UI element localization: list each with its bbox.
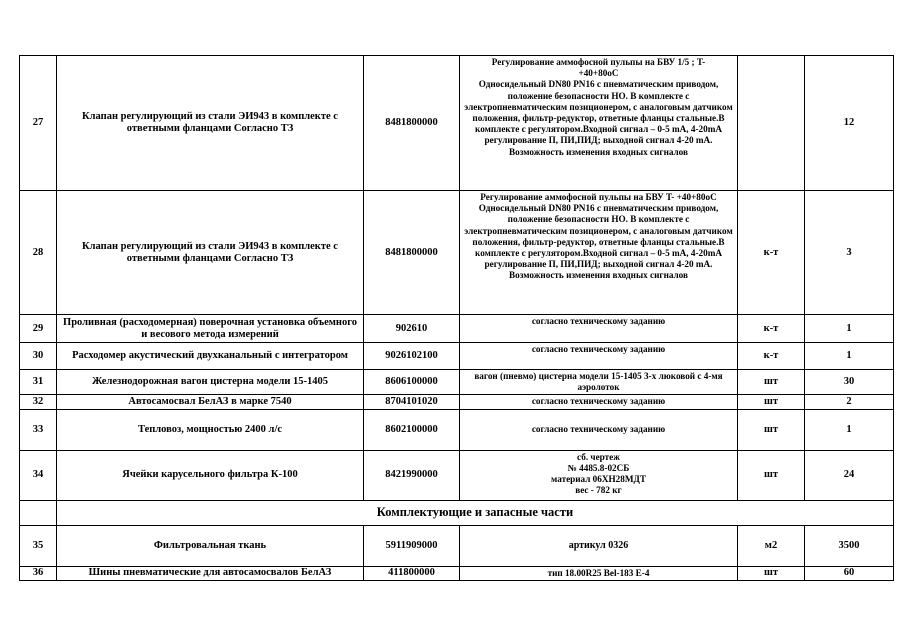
row-number: 35 [20,525,57,566]
table-row [20,370,894,395]
row-number: 28 [20,191,57,315]
item-code: 8481800000 [364,56,460,191]
section-title: Комплектующие и запасные части [57,500,894,525]
section-row [20,500,894,525]
item-code: 8704101020 [364,395,460,409]
row-number: 33 [20,409,57,450]
item-name: Автосамосвал БелАЗ в марке 7540 [57,395,364,409]
item-name: Железнодорожная вагон цистерна модели 15-1405 [57,370,364,395]
item-description-text: Регулирование аммофосной пульпы на БВУ 1/5 ; T- +40+80оС Односидельный DN80 PN16 с пневматическим приводом, положение безопасности НО. В комплекте с электропневматическим позиционером, с аналоговым датчиком положения, фильтр-редуктор, ответные фланцы стальные.В комплекте с регулятором.Входной сигнал – 0-5 mA, 4-20mA регулирование П, ПИ,ПИД; выходной сигнал 4-20 mA. Возможность изменения входных сигналов [464,57,733,157]
item-unit [738,56,805,191]
item-code: 8606100000 [364,370,460,395]
item-description: согласно техническому заданию [460,395,738,409]
item-description [460,191,738,315]
table-row [20,56,894,191]
item-code: 902610 [364,315,460,343]
row-number: 30 [20,343,57,370]
row-number: 29 [20,315,57,343]
item-name: Фильтровальная ткань [57,525,364,566]
item-description: вагон (пневмо) цистерна модели 15-1405 3-х люковой с 4-мя аэролоток [460,370,738,395]
item-code: 411800000 [364,566,460,580]
item-description [460,450,738,500]
row-number: 27 [20,56,57,191]
table-row [20,566,894,580]
item-description: согласно техническому заданию [460,409,738,450]
item-description: артикул 0326 [460,525,738,566]
item-name: Проливная (расходомерная) поверочная установка объемного и весового метода измерений [57,315,364,343]
row-number: 36 [20,566,57,580]
table-row [20,343,894,370]
item-quantity: 12 [805,56,894,191]
specification-table [19,55,894,581]
item-quantity: 60 [805,566,894,580]
item-unit: шт [738,370,805,395]
item-description: тип 18.00R25 Bel-183 E-4 [460,566,738,580]
item-unit: шт [738,566,805,580]
row-number: 34 [20,450,57,500]
item-description: согласно техническому заданию [460,343,738,370]
item-unit: шт [738,450,805,500]
item-unit: к-т [738,191,805,315]
row-number: 32 [20,395,57,409]
item-description-text: сб. чертеж № 4485.8-02СБ материал 06ХН28МДТ вес - 782 кг [551,451,646,496]
item-unit: м2 [738,525,805,566]
item-name: Тепловоз, мощностью 2400 л/с [57,409,364,450]
item-code: 8421990000 [364,450,460,500]
item-quantity: 2 [805,395,894,409]
item-description: согласно техническому заданию [460,315,738,343]
table-row [20,450,894,500]
table-row [20,525,894,566]
item-quantity: 24 [805,450,894,500]
item-name: Клапан регулирующий из стали ЭИ943 в комплекте с ответными фланцами Согласно ТЗ [57,56,364,191]
item-unit: к-т [738,315,805,343]
item-code: 8481800000 [364,191,460,315]
item-description-text: Регулирование аммофосной пульпы на БВУ T- +40+80оС Односидельный DN80 PN16 с пневматическим приводом, положение безопасности НО. В комплекте с электропневматическим позиционером, с аналоговым датчиком положения, фильтр-редуктор, ответные фланцы стальные.В комплекте с регулятором.Входной сигнал – 0-5 mA, 4-20mA регулирование П, ПИ,ПИД; выходной сигнал 4-20 mA. Возможность изменения входных сигналов [464,192,733,281]
table-row [20,409,894,450]
item-quantity: 30 [805,370,894,395]
item-name: Расходомер акустический двухканальный с интегратором [57,343,364,370]
item-unit: к-т [738,343,805,370]
item-quantity: 3 [805,191,894,315]
item-description [460,56,738,191]
item-code: 8602100000 [364,409,460,450]
table-row [20,191,894,315]
item-unit: шт [738,409,805,450]
item-quantity: 1 [805,409,894,450]
item-code: 9026102100 [364,343,460,370]
section-number-cell [20,500,57,525]
item-name: Клапан регулирующий из стали ЭИ943 в комплекте с ответными фланцами Согласно ТЗ [57,191,364,315]
item-code: 5911909000 [364,525,460,566]
table-row [20,315,894,343]
item-quantity: 1 [805,343,894,370]
row-number: 31 [20,370,57,395]
item-unit: шт [738,395,805,409]
item-name: Шины пневматические для автосамосвалов БелАЗ [57,566,364,580]
item-name: Ячейки карусельного фильтра К-100 [57,450,364,500]
item-quantity: 3500 [805,525,894,566]
table-row [20,395,894,409]
item-quantity: 1 [805,315,894,343]
